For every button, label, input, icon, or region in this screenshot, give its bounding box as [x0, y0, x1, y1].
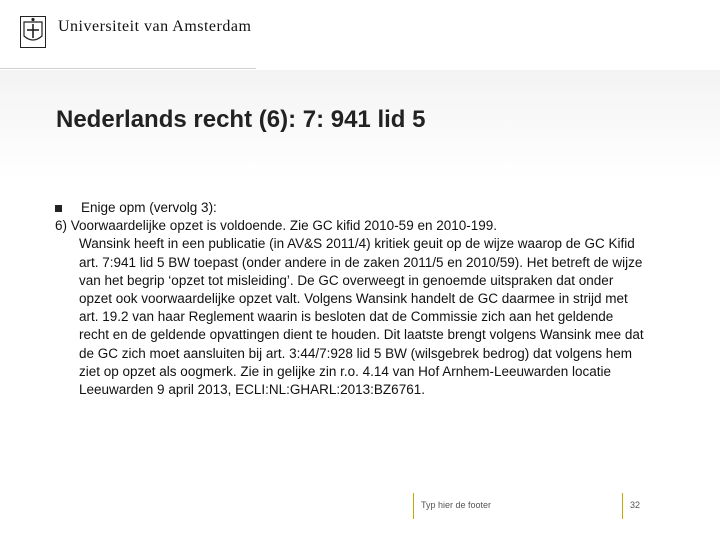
paragraph-body: Wansink heeft in een publicatie (in AV&S 2011/4) kritiek geuit op de wijze waarop de GC Kifid art. 7:941 lid 5 BW toepast (onder andere in de zaken 2011/5 en 2010/59). Het betreft de wijze van het begrip ‘opzet tot misleiding’. De GC overweegt in genoemde uitspraken dat onder opzet ook voorwaardelijke opzet valt. Volgens Wansink handelt de GC daarmee in strijd met art. 19.2 van haar Reglement waarin is besloten dat de Commissie zich aan het geldende recht en de geldende opvattingen dient te houden. Dit laatste brengt volgens Wansink mee dat de GC zich moet aansluiten bij art. 3:44/7:928 lid 5 BW (wilsgebrek bedrog) dat volgens hem ziet op opzet als oogmerk. Zie in gelijke zin r.o. 4.14 van Hof Arnhem-Leeuwarden locatie Leeuwarden 9 april 2013, ECLI:NL:GHARL:2013:BZ6761. — [79, 236, 644, 398]
slide-title: Nederlands recht (6): 7: 941 lid 5 — [56, 106, 426, 133]
bullet-item — [55, 199, 645, 217]
header — [0, 0, 720, 70]
uva-seal-logo — [20, 16, 46, 48]
paragraph-lead: 6) Voorwaardelijke opzet is voldoende. Zie GC kifid 2010-59 en 2010-199. — [55, 218, 498, 234]
footer-divider-left — [413, 493, 414, 519]
university-name: Universiteit van Amsterdam — [58, 18, 252, 35]
footer-divider-right — [622, 493, 623, 519]
slide-content — [55, 199, 645, 399]
square-bullet-icon — [55, 205, 62, 212]
bullet-text: Enige opm (vervolg 3): — [81, 200, 217, 215]
header-divider — [0, 68, 256, 69]
footer-text: Typ hier de footer — [421, 500, 492, 510]
page-number: 32 — [630, 500, 641, 510]
